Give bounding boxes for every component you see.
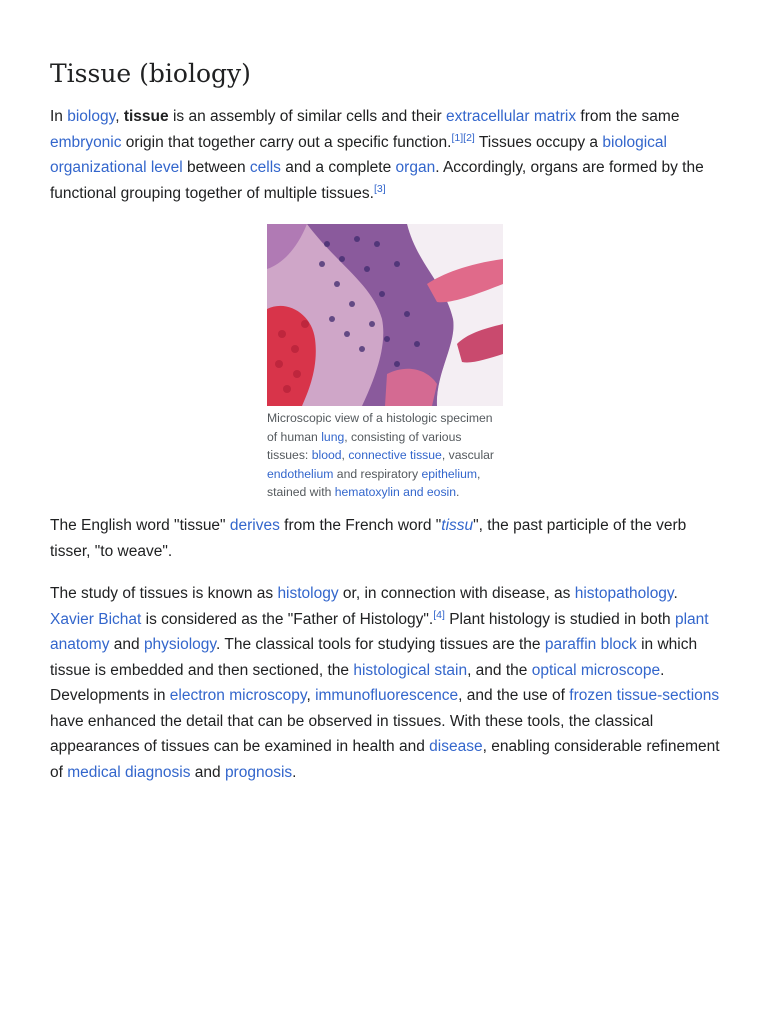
link-histology[interactable]: histology [277,585,339,602]
text: . The classical tools for studying tissues are the [216,636,545,653]
link-extracellular-matrix[interactable]: extracellular matrix [446,108,577,125]
text: Tissues occupy a [474,133,603,151]
text: . [673,585,678,602]
text: , and the use of [458,687,570,704]
link-physiology[interactable]: physiology [143,636,217,653]
link-disease[interactable]: disease [429,738,483,755]
bold-term-tissue: tissue [123,108,169,125]
text: and [109,636,144,653]
text: The study of tissues is known as [50,585,278,602]
text: origin that together carry out a specific function. [121,133,452,151]
text: in which tissue is embedded and then sectioned, the [50,636,698,679]
text: . [456,485,460,500]
link-endothelium[interactable]: endothelium [267,466,334,481]
link-cells[interactable]: cells [249,159,281,176]
text: is considered as the "Father of Histology". [141,610,434,628]
link-xavier-bichat[interactable]: Xavier Bichat [50,610,142,628]
text: between [182,159,250,176]
link-hematoxylin-and-eosin[interactable]: hematoxylin and eosin [334,485,457,500]
text: is an assembly of similar cells and their [168,108,447,125]
text: , vascular [441,448,494,463]
text: ", the past participle of the verb tisser, "to weave". [50,517,687,560]
text: from the same [576,108,680,125]
text: or, in connection with disease, as [338,585,575,602]
text: , [306,687,316,704]
link-epithelium[interactable]: epithelium [421,466,478,481]
text: have enhanced the detail that can be observed in tissues. With these tools, the classical appearances of tissues can be examined in health and [50,712,654,755]
text: In [50,108,68,125]
text: , [341,448,349,463]
link-biological-organizational-level[interactable]: biological organizational level [50,133,668,176]
paragraph-intro [50,104,720,206]
figure-caption [267,409,503,502]
text: Plant histology is studied in both [444,610,675,628]
text: , stained with [267,466,481,500]
link-frozen-tissue-sections[interactable]: frozen tissue-sections [569,687,720,704]
reference-1[interactable]: [1] [451,131,464,144]
link-organ[interactable]: organ [395,159,436,176]
figure-thumbnail [267,224,503,502]
link-blood[interactable]: blood [311,448,342,463]
link-paraffin-block[interactable]: paraffin block [544,636,637,653]
text: , [115,108,124,125]
text: . Accordingly, organs are formed by the functional grouping together of multiple tissues. [50,159,704,202]
text: . Developments in [50,661,665,704]
link-optical-microscope[interactable]: optical microscope [531,661,661,679]
link-biology[interactable]: biology [67,108,116,125]
link-histopathology[interactable]: histopathology [574,585,674,602]
paragraph-histology [50,581,720,785]
link-medical-diagnosis[interactable]: medical diagnosis [67,763,191,781]
text: . [292,763,297,781]
text: from the French word " [279,517,442,534]
link-tissu[interactable]: tissu [441,517,474,534]
text: and respiratory [333,466,422,481]
text: and [190,763,225,781]
page-title: Tissue (biology) [50,59,251,88]
text: , enabling considerable refinement of [50,738,720,781]
link-prognosis[interactable]: prognosis [224,763,293,781]
link-immunofluorescence[interactable]: immunofluorescence [315,687,459,704]
link-plant-anatomy[interactable]: plant anatomy [50,610,709,653]
link-electron-microscopy[interactable]: electron microscopy [169,687,307,704]
link-histological-stain[interactable]: histological stain [353,661,468,679]
reference-4[interactable]: [4] [433,608,445,621]
link-embryonic[interactable]: embryonic [50,133,122,151]
text: The English word "tissue" [50,517,230,534]
text: and a complete [280,159,396,176]
histology-image[interactable] [267,224,503,406]
text: Microscopic view of a histologic specimen of human [267,411,493,444]
text: , consisting of various tissues: [267,429,462,463]
reference-2[interactable]: [2] [463,131,475,144]
link-connective-tissue[interactable]: connective tissue [348,448,442,463]
paragraph-etymology [50,513,720,564]
text: , and the [467,661,532,679]
link-derives[interactable]: derives [229,517,280,534]
reference-3[interactable]: [3] [373,182,386,195]
link-lung[interactable]: lung [321,429,345,444]
